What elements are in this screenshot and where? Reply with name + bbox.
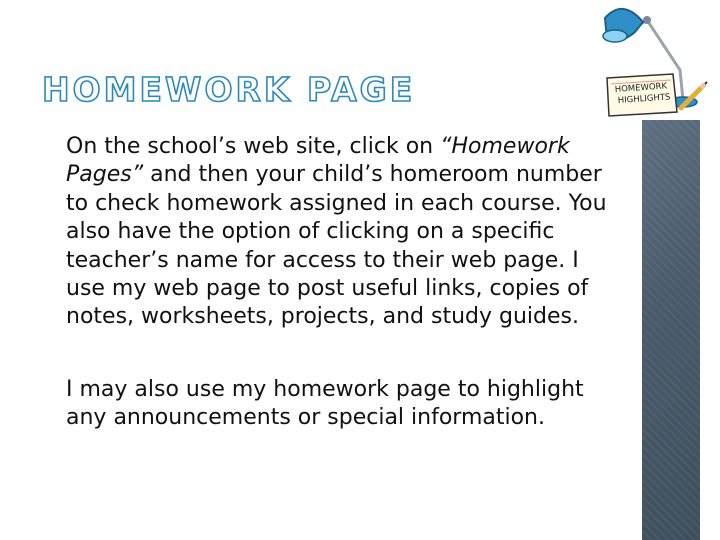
- bullet-text-after: and then your child’s homeroom number to check homework assigned in each course. You also have the option of clicking on a specific teacher’s name for access to their web page. I use my web page to post useful links, copies of notes, worksheets, projects, and study guides.: [66, 162, 607, 330]
- side-decoration-band: [642, 120, 700, 540]
- bullet-text: I may also use my homework page to highlight any announcements or special information.: [66, 376, 584, 431]
- bullet-text-italic: “Homework Pages”: [66, 134, 570, 188]
- bullet-item-website: [44, 133, 624, 332]
- homework-lamp-clipart-icon: [585, 0, 720, 128]
- clipart-label-line1: HOMEWORK: [614, 81, 668, 95]
- content-body: [44, 133, 624, 433]
- bullet-text-before: On the school’s web site, click on: [66, 134, 441, 159]
- bullet-item-announcements: [44, 376, 624, 433]
- clipart-label-line2: HIGHLIGHTS: [617, 92, 671, 106]
- page-title: HOMEWORK PAGE: [42, 70, 416, 109]
